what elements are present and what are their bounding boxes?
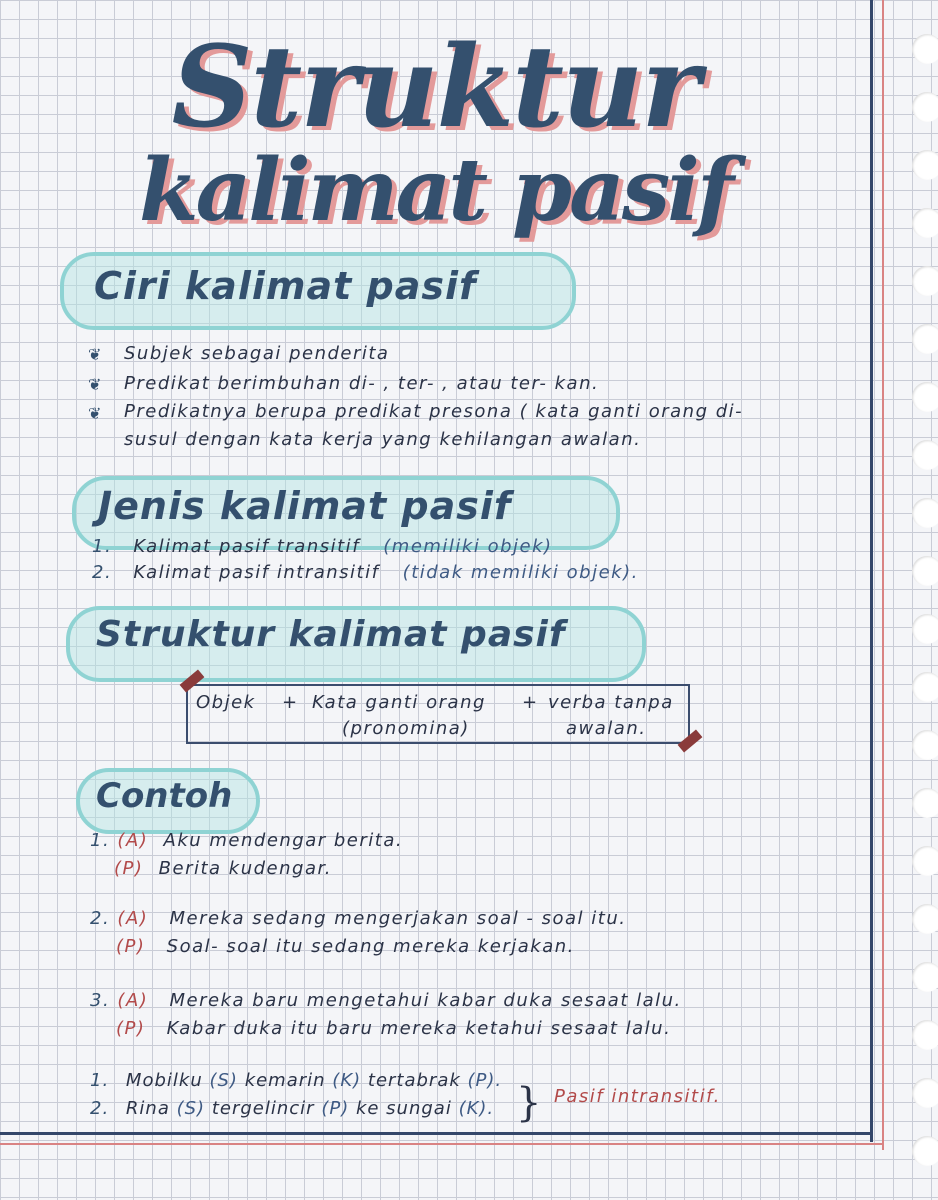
adverb-tag: (K). (458, 1098, 495, 1119)
binder-hole (912, 1136, 938, 1166)
ciri-heading: Ciri kalimat pasif (94, 264, 477, 308)
jenis-item-note: (memiliki objek) (383, 536, 553, 557)
leaf-bullet-icon: ❦ (88, 345, 102, 364)
active-tag: (A) (117, 830, 149, 851)
leaf-bullet-icon: ❦ (88, 375, 102, 394)
subject-text: Mobilku (125, 1070, 203, 1091)
passive-tag: (P) (116, 1018, 146, 1039)
formula-awalan: awalan. (566, 718, 647, 739)
binder-hole (912, 1020, 938, 1050)
example-num: 1. (90, 830, 111, 851)
passive-sentence: Kabar duka itu baru mereka ketahui sesaat lalu. (166, 1018, 672, 1039)
binder-hole (912, 788, 938, 818)
binder-hole (912, 556, 938, 586)
active-tag: (A) (117, 908, 149, 929)
binder-hole (912, 498, 938, 528)
passive-tag: (P) (116, 936, 146, 957)
formula-kata-ganti: Kata ganti orang (312, 692, 486, 713)
subject-tag: (S) (176, 1098, 206, 1119)
predicate-tag: (P). (467, 1070, 503, 1091)
formula-verba: verba tanpa (548, 692, 674, 713)
jenis-item-num: 1. (92, 536, 113, 557)
example-num: 1. (90, 1070, 110, 1091)
margin-line-navy (870, 0, 873, 1142)
binder-hole (912, 266, 938, 296)
passive-sentence: Soal- soal itu sedang mereka kerjakan. (166, 936, 575, 957)
page-title-line1: Struktur (171, 22, 699, 153)
formula-plus-2: + (522, 692, 539, 713)
jenis-item-num: 2. (92, 562, 113, 583)
jenis-heading: Jenis kalimat pasif (98, 484, 512, 528)
jenis-item-text: Kalimat pasif intransitif (133, 562, 380, 583)
curly-brace-icon: } (516, 1080, 542, 1126)
active-tag: (A) (117, 990, 149, 1011)
jenis-item-2 (92, 562, 639, 583)
binder-hole (912, 324, 938, 354)
margin-line-pink (882, 0, 884, 1150)
intransitif-example-2 (90, 1098, 494, 1119)
binder-hole (912, 962, 938, 992)
bottom-line-navy (0, 1132, 873, 1135)
struktur-heading: Struktur kalimat pasif (96, 614, 566, 655)
subject-tag: (S) (209, 1070, 238, 1091)
intransitif-example-1 (90, 1070, 502, 1091)
intransitif-label: Pasif intransitif. (554, 1086, 721, 1107)
formula-plus-1: + (282, 692, 299, 713)
adverb-text: ke sungai (355, 1098, 452, 1119)
example-num: 3. (90, 990, 111, 1011)
binder-hole (912, 382, 938, 412)
jenis-item-note: (tidak memiliki objek). (402, 562, 639, 583)
example-2-passive (116, 936, 575, 957)
binder-hole (912, 730, 938, 760)
jenis-item-text: Kalimat pasif transitif (133, 536, 361, 557)
example-1-passive (114, 858, 332, 879)
formula-pronomina: (pronomina) (342, 718, 470, 739)
ciri-item-3-cont: susul dengan kata kerja yang kehilangan awalan. (124, 429, 642, 450)
active-sentence: Mereka baru mengetahui kabar duka sesaat lalu. (169, 990, 682, 1011)
ciri-item-3: Predikatnya berupa predikat presona ( kata ganti orang di- (124, 401, 744, 422)
formula-objek: Objek (196, 692, 256, 713)
binder-hole (912, 904, 938, 934)
binder-hole (912, 440, 938, 470)
passive-tag: (P) (114, 858, 144, 879)
predicate-tag: (P) (321, 1098, 350, 1119)
example-3-active (90, 990, 682, 1011)
adverb-tag: (K) (332, 1070, 362, 1091)
binder-hole (912, 672, 938, 702)
adverb-text: kemarin (244, 1070, 326, 1091)
contoh-heading: Contoh (96, 776, 233, 816)
binder-hole (912, 846, 938, 876)
bottom-line-pink (0, 1143, 884, 1145)
binder-hole (912, 614, 938, 644)
active-sentence: Aku mendengar berita. (163, 830, 404, 851)
example-num: 2. (90, 908, 111, 929)
ciri-item-1: Subjek sebagai penderita (124, 343, 390, 364)
binder-hole (912, 34, 938, 64)
page-title-line2: kalimat pasif (139, 140, 731, 241)
binder-hole (912, 1078, 938, 1108)
example-1-active (90, 830, 403, 851)
predicate-text: tertabrak (367, 1070, 461, 1091)
binder-hole (912, 208, 938, 238)
ciri-item-2: Predikat berimbuhan di- , ter- , atau ter- kan. (124, 373, 600, 394)
passive-sentence: Berita kudengar. (158, 858, 332, 879)
binder-hole (912, 150, 938, 180)
predicate-text: tergelincir (211, 1098, 315, 1119)
example-3-passive (116, 1018, 671, 1039)
subject-text: Rina (125, 1098, 170, 1119)
binder-hole (912, 92, 938, 122)
binder-holes (912, 0, 938, 1200)
example-num: 2. (90, 1098, 110, 1119)
active-sentence: Mereka sedang mengerjakan soal - soal itu. (169, 908, 627, 929)
jenis-item-1 (92, 536, 553, 557)
leaf-bullet-icon: ❦ (88, 404, 102, 423)
example-2-active (90, 908, 626, 929)
